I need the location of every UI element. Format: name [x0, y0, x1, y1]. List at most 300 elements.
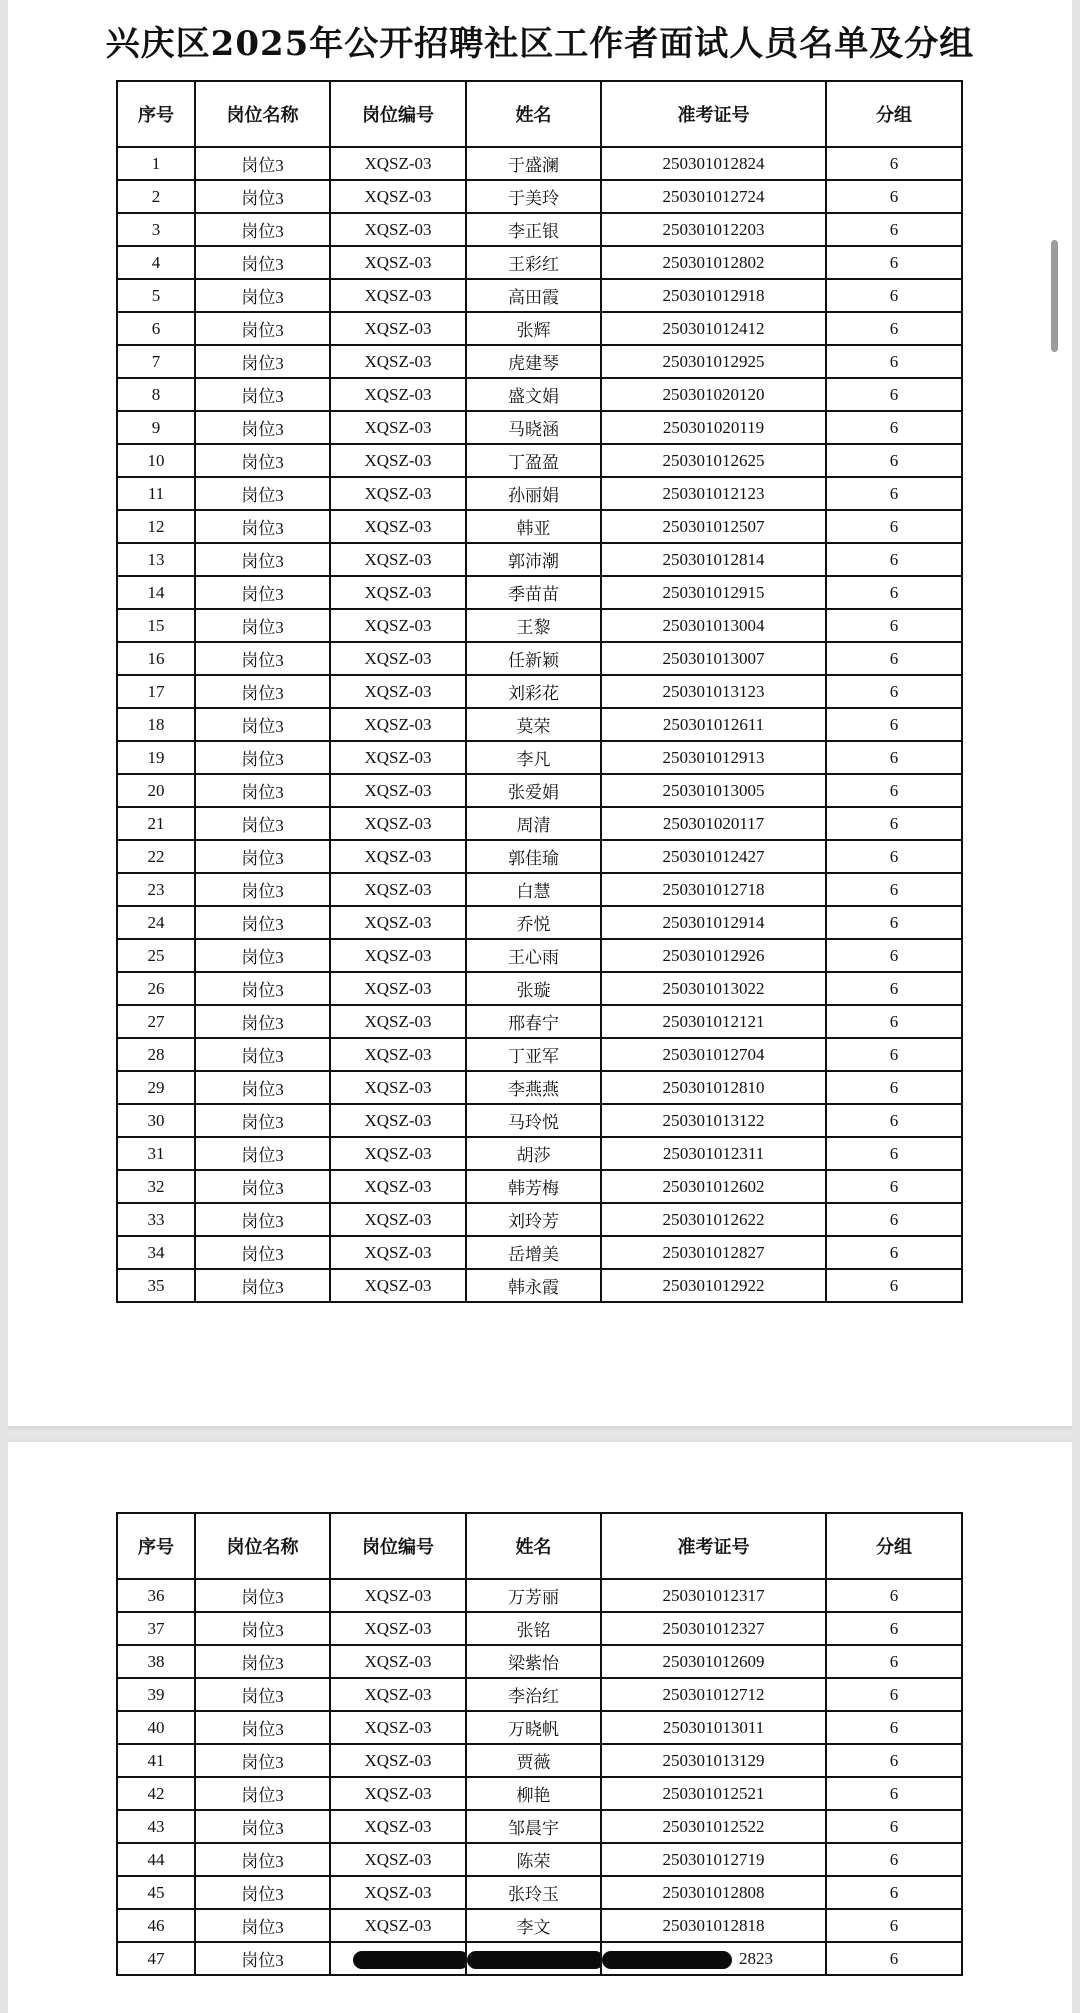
cell-post-code: XQSZ-03 — [330, 1203, 466, 1236]
page-separator — [8, 1426, 1072, 1442]
table-row — [117, 642, 962, 675]
table-row — [117, 1236, 962, 1269]
cell-group: 6 — [826, 1038, 962, 1071]
cell-seq: 21 — [117, 807, 195, 840]
cell-exam-no: 250301012704 — [601, 1038, 826, 1071]
cell-group: 6 — [826, 1777, 962, 1810]
cell-seq: 22 — [117, 840, 195, 873]
cell-exam-no: 250301013005 — [601, 774, 826, 807]
cell-post-name: 岗位3 — [195, 312, 330, 345]
table-row — [117, 609, 962, 642]
cell-exam-no: 250301012814 — [601, 543, 826, 576]
cell-name: 郭沛潮 — [466, 543, 601, 576]
cell-post-name: 岗位3 — [195, 279, 330, 312]
cell-seq: 8 — [117, 378, 195, 411]
cell-seq: 44 — [117, 1843, 195, 1876]
cell-seq: 46 — [117, 1909, 195, 1942]
cell-seq: 4 — [117, 246, 195, 279]
cell-exam-no: 250301012327 — [601, 1612, 826, 1645]
cell-group: 6 — [826, 1579, 962, 1612]
cell-seq: 43 — [117, 1810, 195, 1843]
cell-group: 6 — [826, 1612, 962, 1645]
cell-seq: 17 — [117, 675, 195, 708]
cell-seq: 40 — [117, 1711, 195, 1744]
cell-post-code: XQSZ-03 — [330, 939, 466, 972]
cell-group: 6 — [826, 642, 962, 675]
cell-name: 莫荣 — [466, 708, 601, 741]
cell-exam-no: 250301013129 — [601, 1744, 826, 1777]
table-row — [117, 543, 962, 576]
cell-group: 6 — [826, 1711, 962, 1744]
cell-post-code: XQSZ-03 — [330, 741, 466, 774]
cell-post-name: 岗位3 — [195, 1942, 330, 1975]
cell-exam-no: 250301013123 — [601, 675, 826, 708]
cell-post-code: XQSZ-03 — [330, 1876, 466, 1909]
cell-exam-no: 250301012622 — [601, 1203, 826, 1236]
table-row — [117, 1038, 962, 1071]
cell-exam-no: 250301012611 — [601, 708, 826, 741]
cell-post-code: XQSZ-03 — [330, 1612, 466, 1645]
cell-post-code: XQSZ-03 — [330, 1071, 466, 1104]
cell-post-name: 岗位3 — [195, 939, 330, 972]
table-row — [117, 1005, 962, 1038]
column-header-exam-no: 准考证号 — [601, 81, 826, 147]
cell-exam-no: 250301012521 — [601, 1777, 826, 1810]
cell-seq: 16 — [117, 642, 195, 675]
cell-name: 马晓涵 — [466, 411, 601, 444]
cell-post-name: 岗位3 — [195, 708, 330, 741]
cell-seq: 5 — [117, 279, 195, 312]
redaction-bar — [353, 1951, 466, 1969]
cell-post-name: 岗位3 — [195, 147, 330, 180]
cell-seq: 42 — [117, 1777, 195, 1810]
cell-post-code: XQSZ-03 — [330, 1236, 466, 1269]
cell-post-name: 岗位3 — [195, 1137, 330, 1170]
cell-exam-no: 250301012625 — [601, 444, 826, 477]
cell-group: 6 — [826, 1170, 962, 1203]
cell-exam-no: 250301012507 — [601, 510, 826, 543]
cell-group: 6 — [826, 279, 962, 312]
cell-group: 6 — [826, 972, 962, 1005]
cell-exam-no: 250301012925 — [601, 345, 826, 378]
cell-name: 季苗苗 — [466, 576, 601, 609]
cell-post-code: XQSZ-03 — [330, 1909, 466, 1942]
cell-post-name: 岗位3 — [195, 972, 330, 1005]
cell-group: 6 — [826, 1104, 962, 1137]
table-row — [117, 411, 962, 444]
cell-exam-no: 250301012203 — [601, 213, 826, 246]
cell-post-code: XQSZ-03 — [330, 444, 466, 477]
cell-exam-no: 250301013122 — [601, 1104, 826, 1137]
cell-name: 于盛澜 — [466, 147, 601, 180]
cell-exam-no: 250301012609 — [601, 1645, 826, 1678]
table-row — [117, 279, 962, 312]
cell-exam-no: 250301020119 — [601, 411, 826, 444]
cell-name: 乔悦 — [466, 906, 601, 939]
table-row — [117, 972, 962, 1005]
cell-group: 6 — [826, 1942, 962, 1975]
cell-seq: 39 — [117, 1678, 195, 1711]
column-header-name: 姓名 — [466, 1513, 601, 1579]
cell-exam-no: 250301013011 — [601, 1711, 826, 1744]
cell-name: 王黎 — [466, 609, 601, 642]
cell-post-code: XQSZ-03 — [330, 1170, 466, 1203]
cell-name: 胡莎 — [466, 1137, 601, 1170]
cell-post-code: XQSZ-03 — [330, 642, 466, 675]
table-row — [117, 708, 962, 741]
cell-post-name: 岗位3 — [195, 1170, 330, 1203]
cell-post-name: 岗位3 — [195, 774, 330, 807]
cell-seq: 34 — [117, 1236, 195, 1269]
cell-post-code: XQSZ-03 — [330, 246, 466, 279]
cell-name: 李治红 — [466, 1678, 601, 1711]
cell-post-code: XQSZ-03 — [330, 1678, 466, 1711]
cell-name: 李燕燕 — [466, 1071, 601, 1104]
cell-name-redacted — [466, 1942, 601, 1975]
table-row — [117, 906, 962, 939]
cell-post-name: 岗位3 — [195, 1005, 330, 1038]
cell-post-code: XQSZ-03 — [330, 675, 466, 708]
cell-exam-no: 250301012311 — [601, 1137, 826, 1170]
cell-seq: 25 — [117, 939, 195, 972]
column-header-post-code: 岗位编号 — [330, 1513, 466, 1579]
cell-post-name: 岗位3 — [195, 1678, 330, 1711]
cell-post-code: XQSZ-03 — [330, 774, 466, 807]
cell-group: 6 — [826, 576, 962, 609]
cell-name: 岳增美 — [466, 1236, 601, 1269]
cell-exam-no: 250301012913 — [601, 741, 826, 774]
cell-post-code: XQSZ-03 — [330, 708, 466, 741]
cell-name: 张铭 — [466, 1612, 601, 1645]
cell-post-name: 岗位3 — [195, 1744, 330, 1777]
cell-name: 万晓帆 — [466, 1711, 601, 1744]
table-row — [117, 1071, 962, 1104]
cell-seq: 47 — [117, 1942, 195, 1975]
cell-group: 6 — [826, 543, 962, 576]
cell-post-name: 岗位3 — [195, 807, 330, 840]
column-header-post-name: 岗位名称 — [195, 81, 330, 147]
cell-seq: 20 — [117, 774, 195, 807]
cell-seq: 35 — [117, 1269, 195, 1302]
cell-post-name: 岗位3 — [195, 741, 330, 774]
cell-post-name: 岗位3 — [195, 873, 330, 906]
table-row — [117, 213, 962, 246]
cell-post-code: XQSZ-03 — [330, 609, 466, 642]
table-row — [117, 774, 962, 807]
cell-post-code: XQSZ-03 — [330, 906, 466, 939]
cell-post-name: 岗位3 — [195, 180, 330, 213]
cell-name: 张爱娟 — [466, 774, 601, 807]
cell-post-code: XQSZ-03 — [330, 312, 466, 345]
column-header-name: 姓名 — [466, 81, 601, 147]
cell-group: 6 — [826, 345, 962, 378]
cell-name: 李凡 — [466, 741, 601, 774]
cell-name: 张辉 — [466, 312, 601, 345]
cell-post-code: XQSZ-03 — [330, 477, 466, 510]
cell-seq: 45 — [117, 1876, 195, 1909]
table-row — [117, 1269, 962, 1302]
roster-table-page-2 — [116, 1512, 963, 1976]
cell-name: 孙丽娟 — [466, 477, 601, 510]
table-row — [117, 1203, 962, 1236]
cell-exam-no: 250301012827 — [601, 1236, 826, 1269]
table-row — [117, 180, 962, 213]
cell-post-code: XQSZ-03 — [330, 1005, 466, 1038]
cell-post-name: 岗位3 — [195, 642, 330, 675]
cell-post-name: 岗位3 — [195, 1236, 330, 1269]
cell-name: 马玲悦 — [466, 1104, 601, 1137]
cell-post-name: 岗位3 — [195, 1579, 330, 1612]
table-row — [117, 1612, 962, 1645]
cell-exam-no: 250301012922 — [601, 1269, 826, 1302]
cell-group: 6 — [826, 1137, 962, 1170]
cell-exam-no: 250301012317 — [601, 1579, 826, 1612]
cell-seq: 30 — [117, 1104, 195, 1137]
cell-seq: 26 — [117, 972, 195, 1005]
cell-post-name: 岗位3 — [195, 1038, 330, 1071]
table-row — [117, 1876, 962, 1909]
cell-exam-no: 250301020117 — [601, 807, 826, 840]
cell-exam-no: 250301012602 — [601, 1170, 826, 1203]
column-header-exam-no: 准考证号 — [601, 1513, 826, 1579]
cell-post-name: 岗位3 — [195, 477, 330, 510]
cell-name: 韩芳梅 — [466, 1170, 601, 1203]
cell-post-name: 岗位3 — [195, 1645, 330, 1678]
cell-post-name: 岗位3 — [195, 1269, 330, 1302]
table-row — [117, 675, 962, 708]
cell-exam-no: 250301013004 — [601, 609, 826, 642]
cell-seq: 12 — [117, 510, 195, 543]
cell-name: 张璇 — [466, 972, 601, 1005]
cell-name: 郭佳瑜 — [466, 840, 601, 873]
cell-seq: 24 — [117, 906, 195, 939]
cell-seq: 41 — [117, 1744, 195, 1777]
document-title: 兴庆区2025年公开招聘社区工作者面试人员名单及分组 — [105, 24, 975, 64]
cell-name: 虎建琴 — [466, 345, 601, 378]
cell-post-name: 岗位3 — [195, 510, 330, 543]
cell-name: 张玲玉 — [466, 1876, 601, 1909]
cell-post-code: XQSZ-03 — [330, 1777, 466, 1810]
table-row — [117, 510, 962, 543]
cell-seq: 15 — [117, 609, 195, 642]
cell-post-name: 岗位3 — [195, 840, 330, 873]
cell-exam-no: 250301012522 — [601, 1810, 826, 1843]
cell-seq: 28 — [117, 1038, 195, 1071]
cell-seq: 1 — [117, 147, 195, 180]
cell-seq: 10 — [117, 444, 195, 477]
cell-group: 6 — [826, 840, 962, 873]
cell-seq: 29 — [117, 1071, 195, 1104]
cell-group: 6 — [826, 411, 962, 444]
cell-name: 柳艳 — [466, 1777, 601, 1810]
cell-name: 陈荣 — [466, 1843, 601, 1876]
column-header-group: 分组 — [826, 81, 962, 147]
cell-exam-no: 250301012926 — [601, 939, 826, 972]
cell-group: 6 — [826, 1678, 962, 1711]
table-row-partial — [117, 1942, 962, 1975]
table-row — [117, 939, 962, 972]
cell-name: 丁盈盈 — [466, 444, 601, 477]
cell-post-name: 岗位3 — [195, 543, 330, 576]
cell-post-code: XQSZ-03 — [330, 807, 466, 840]
cell-post-name: 岗位3 — [195, 444, 330, 477]
cell-seq: 38 — [117, 1645, 195, 1678]
cell-name: 任新颖 — [466, 642, 601, 675]
cell-post-code: XQSZ-03 — [330, 1645, 466, 1678]
cell-post-code: XQSZ-03 — [330, 1744, 466, 1777]
cell-group: 6 — [826, 1071, 962, 1104]
cell-seq: 7 — [117, 345, 195, 378]
cell-name: 邹晨宇 — [466, 1810, 601, 1843]
cell-group: 6 — [826, 741, 962, 774]
cell-group: 6 — [826, 1843, 962, 1876]
cell-post-name: 岗位3 — [195, 906, 330, 939]
cell-group: 6 — [826, 1203, 962, 1236]
cell-post-name: 岗位3 — [195, 1104, 330, 1137]
cell-exam-no: 250301012915 — [601, 576, 826, 609]
redaction-bar — [602, 1951, 732, 1969]
table-row — [117, 1104, 962, 1137]
cell-post-code: XQSZ-03 — [330, 1038, 466, 1071]
cell-post-name: 岗位3 — [195, 675, 330, 708]
cell-exam-no: 250301012121 — [601, 1005, 826, 1038]
cell-exam-no: 250301020120 — [601, 378, 826, 411]
cell-exam-no: 250301012724 — [601, 180, 826, 213]
cell-group: 6 — [826, 774, 962, 807]
column-header-post-code: 岗位编号 — [330, 81, 466, 147]
cell-group: 6 — [826, 1909, 962, 1942]
cell-seq: 32 — [117, 1170, 195, 1203]
cell-exam-no: 250301012824 — [601, 147, 826, 180]
cell-post-name: 岗位3 — [195, 378, 330, 411]
cell-exam-no: 250301012918 — [601, 279, 826, 312]
cell-group: 6 — [826, 609, 962, 642]
cell-post-name: 岗位3 — [195, 1777, 330, 1810]
cell-name: 李文 — [466, 1909, 601, 1942]
table-row — [117, 1777, 962, 1810]
cell-seq: 37 — [117, 1612, 195, 1645]
cell-group: 6 — [826, 1645, 962, 1678]
cell-seq: 36 — [117, 1579, 195, 1612]
cell-name: 于美玲 — [466, 180, 601, 213]
cell-post-name: 岗位3 — [195, 1810, 330, 1843]
cell-post-code: XQSZ-03 — [330, 840, 466, 873]
cell-group: 6 — [826, 180, 962, 213]
cell-post-code: XQSZ-03 — [330, 411, 466, 444]
cell-name: 王心雨 — [466, 939, 601, 972]
cell-group: 6 — [826, 708, 962, 741]
redaction-bar — [467, 1951, 601, 1969]
cell-name: 韩亚 — [466, 510, 601, 543]
cell-post-name: 岗位3 — [195, 1909, 330, 1942]
cell-name: 万芳丽 — [466, 1579, 601, 1612]
cell-post-code: XQSZ-03 — [330, 213, 466, 246]
cell-group: 6 — [826, 906, 962, 939]
table-row — [117, 1137, 962, 1170]
cell-post-name: 岗位3 — [195, 1071, 330, 1104]
cell-post-code: XQSZ-03 — [330, 180, 466, 213]
cell-post-name: 岗位3 — [195, 411, 330, 444]
cell-post-code: XQSZ-03 — [330, 1269, 466, 1302]
cell-group: 6 — [826, 1810, 962, 1843]
cell-exam-no: 250301012712 — [601, 1678, 826, 1711]
cell-name: 邢春宁 — [466, 1005, 601, 1038]
cell-post-code: XQSZ-03 — [330, 1843, 466, 1876]
cell-post-code: XQSZ-03 — [330, 972, 466, 1005]
cell-post-name: 岗位3 — [195, 1876, 330, 1909]
cell-group: 6 — [826, 477, 962, 510]
cell-exam-no-redacted — [601, 1942, 826, 1975]
cell-seq: 6 — [117, 312, 195, 345]
cell-exam-no: 250301012718 — [601, 873, 826, 906]
cell-exam-no: 250301013022 — [601, 972, 826, 1005]
table-row — [117, 147, 962, 180]
cell-seq: 13 — [117, 543, 195, 576]
cell-post-code: XQSZ-03 — [330, 873, 466, 906]
cell-group: 6 — [826, 1269, 962, 1302]
cell-name: 白慧 — [466, 873, 601, 906]
cell-group: 6 — [826, 1744, 962, 1777]
cell-group: 6 — [826, 510, 962, 543]
cell-name: 盛文娟 — [466, 378, 601, 411]
scrollbar-thumb[interactable] — [1051, 240, 1058, 352]
cell-name: 高田霞 — [466, 279, 601, 312]
cell-group: 6 — [826, 873, 962, 906]
cell-post-code: XQSZ-03 — [330, 1137, 466, 1170]
column-header-group: 分组 — [826, 1513, 962, 1579]
cell-group: 6 — [826, 147, 962, 180]
cell-group: 6 — [826, 444, 962, 477]
cell-exam-no: 250301012123 — [601, 477, 826, 510]
cell-exam-no: 250301012818 — [601, 1909, 826, 1942]
cell-exam-no: 250301012810 — [601, 1071, 826, 1104]
column-header-post-name: 岗位名称 — [195, 1513, 330, 1579]
table-row — [117, 1744, 962, 1777]
cell-name: 刘彩花 — [466, 675, 601, 708]
cell-post-name: 岗位3 — [195, 1843, 330, 1876]
cell-exam-no: 250301012719 — [601, 1843, 826, 1876]
cell-group: 6 — [826, 939, 962, 972]
roster-table-page-1 — [116, 80, 963, 1303]
cell-post-code: XQSZ-03 — [330, 576, 466, 609]
document-page-1 — [8, 0, 1072, 1426]
cell-seq: 2 — [117, 180, 195, 213]
cell-name: 贾薇 — [466, 1744, 601, 1777]
table-row — [117, 576, 962, 609]
document-page-2 — [8, 1442, 1072, 2013]
exam-no-visible-tail: 2823 — [739, 1948, 773, 1968]
cell-group: 6 — [826, 312, 962, 345]
table-row — [117, 807, 962, 840]
cell-group: 6 — [826, 1236, 962, 1269]
cell-post-code: XQSZ-03 — [330, 147, 466, 180]
cell-post-name: 岗位3 — [195, 1612, 330, 1645]
cell-group: 6 — [826, 807, 962, 840]
table-row — [117, 345, 962, 378]
cell-post-code: XQSZ-03 — [330, 1579, 466, 1612]
table-row — [117, 444, 962, 477]
cell-post-code: XQSZ-03 — [330, 1711, 466, 1744]
table-row — [117, 840, 962, 873]
cell-post-code-redacted — [330, 1942, 466, 1975]
cell-seq: 11 — [117, 477, 195, 510]
cell-post-code: XQSZ-03 — [330, 1104, 466, 1137]
table-row — [117, 1711, 962, 1744]
cell-post-name: 岗位3 — [195, 213, 330, 246]
table-row — [117, 1810, 962, 1843]
cell-post-name: 岗位3 — [195, 609, 330, 642]
cell-seq: 31 — [117, 1137, 195, 1170]
